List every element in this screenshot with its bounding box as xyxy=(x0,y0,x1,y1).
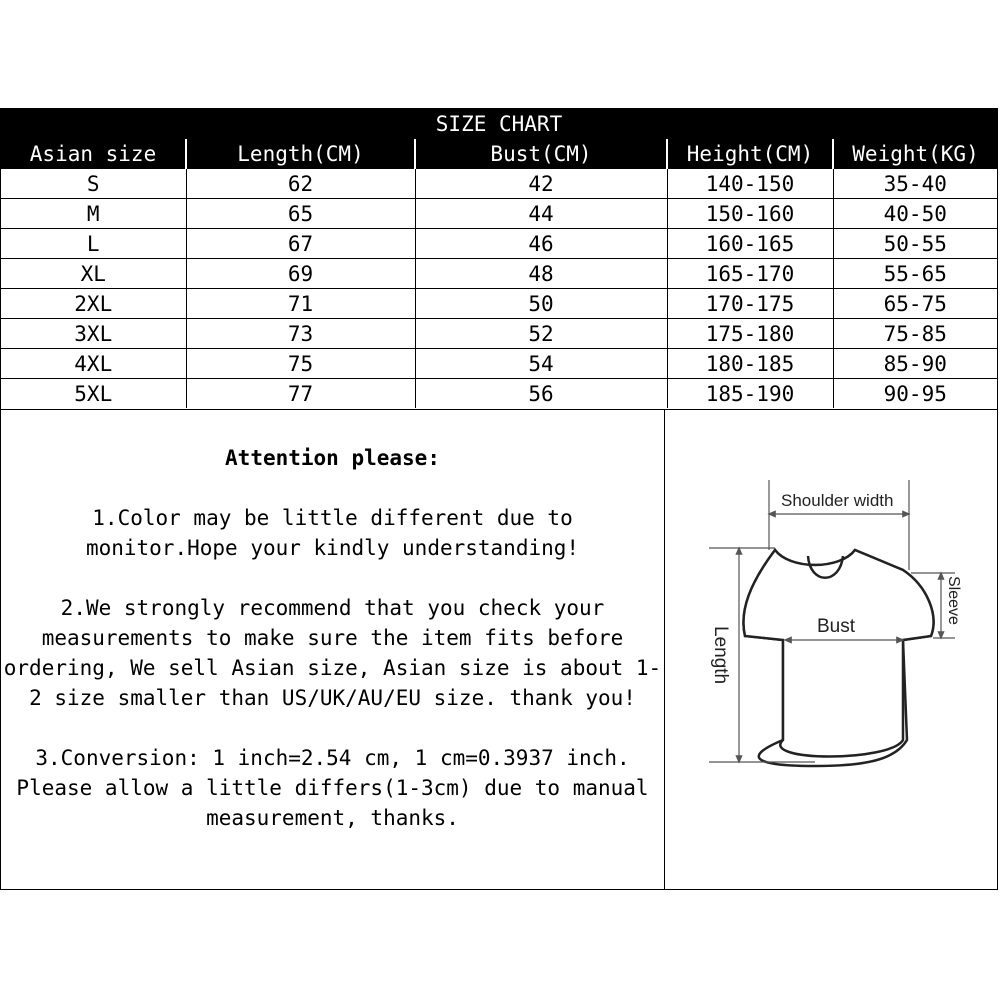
cell-weight: 50-55 xyxy=(833,229,997,259)
cell-bust: 56 xyxy=(415,379,667,409)
cell-bust: 42 xyxy=(415,169,667,199)
shoulder-width-label: Shoulder width xyxy=(781,491,894,510)
header-weight: Weight(KG) xyxy=(833,139,997,169)
cell-size: M xyxy=(1,199,186,229)
cell-height: 180-185 xyxy=(667,349,833,379)
cell-size: 2XL xyxy=(1,289,186,319)
cell-weight: 90-95 xyxy=(833,379,997,409)
cell-weight: 85-90 xyxy=(833,349,997,379)
attention-heading: Attention please: xyxy=(225,446,440,470)
tshirt-measure-svg xyxy=(665,410,997,890)
header-bust: Bust(CM) xyxy=(415,139,667,169)
info-section xyxy=(1,409,997,890)
table-row xyxy=(1,259,997,289)
cell-length: 65 xyxy=(186,199,415,229)
cell-length: 77 xyxy=(186,379,415,409)
table-row xyxy=(1,349,997,379)
table-row xyxy=(1,289,997,319)
cell-height: 150-160 xyxy=(667,199,833,229)
cell-length: 69 xyxy=(186,259,415,289)
cell-height: 140-150 xyxy=(667,169,833,199)
cell-height: 165-170 xyxy=(667,259,833,289)
cell-length: 73 xyxy=(186,319,415,349)
tshirt-diagram xyxy=(665,410,997,890)
cell-weight: 75-85 xyxy=(833,319,997,349)
cell-weight: 40-50 xyxy=(833,199,997,229)
cell-size: 4XL xyxy=(1,349,186,379)
note-color: 1.Color may be little different due to monitor.Hope your kindly understanding! xyxy=(85,506,580,560)
cell-height: 175-180 xyxy=(667,319,833,349)
cell-height: 170-175 xyxy=(667,289,833,319)
cell-size: XL xyxy=(1,259,186,289)
cell-size: 5XL xyxy=(1,379,186,409)
note-conversion: 3.Conversion: 1 inch=2.54 cm, 1 cm=0.3937 inch. Please allow a little differs(1-3cm) due to manual measurement, thanks. xyxy=(16,746,649,830)
cell-size: S xyxy=(86,171,100,196)
cell-bust: 54 xyxy=(415,349,667,379)
table-header-row xyxy=(1,139,997,169)
sleeve-label: Sleeve xyxy=(945,576,962,625)
cell-bust: 46 xyxy=(415,229,667,259)
cell-size: 3XL xyxy=(1,319,186,349)
cell-weight: 55-65 xyxy=(833,259,997,289)
bust-label: Bust xyxy=(817,616,856,637)
cell-bust: 52 xyxy=(415,319,667,349)
length-label: Length xyxy=(710,626,731,685)
table-row xyxy=(1,379,997,409)
header-length: Length(CM) xyxy=(186,139,415,169)
cell-size: L xyxy=(1,229,186,259)
size-table xyxy=(1,139,997,408)
cell-weight: 35-40 xyxy=(833,169,997,199)
cell-bust: 48 xyxy=(415,259,667,289)
cell-length: 71 xyxy=(186,289,415,319)
cell-weight: 65-75 xyxy=(833,289,997,319)
table-row xyxy=(1,199,997,229)
cell-length: 75 xyxy=(186,349,415,379)
cell-length: 67 xyxy=(186,229,415,259)
size-chart xyxy=(0,108,998,890)
header-asian-size: Asian size xyxy=(1,139,186,169)
cell-bust: 44 xyxy=(415,199,667,229)
table-row xyxy=(1,229,997,259)
table-row xyxy=(1,169,997,199)
cell-height: 185-190 xyxy=(667,379,833,409)
table-body xyxy=(1,169,997,408)
table-row xyxy=(1,319,997,349)
note-measurements: 2.We strongly recommend that you check your measurements to make sure the item fits before ordering, We sell Asian size, Asian size is about 1-2 size smaller than US/UK/AU/EU size. thank you! xyxy=(3,596,662,710)
cell-bust: 50 xyxy=(415,289,667,319)
size-chart-title: SIZE CHART xyxy=(1,109,997,139)
cell-height: 160-165 xyxy=(667,229,833,259)
header-height: Height(CM) xyxy=(667,139,833,169)
cell-length: 62 xyxy=(186,169,415,199)
attention-notes xyxy=(1,410,665,890)
